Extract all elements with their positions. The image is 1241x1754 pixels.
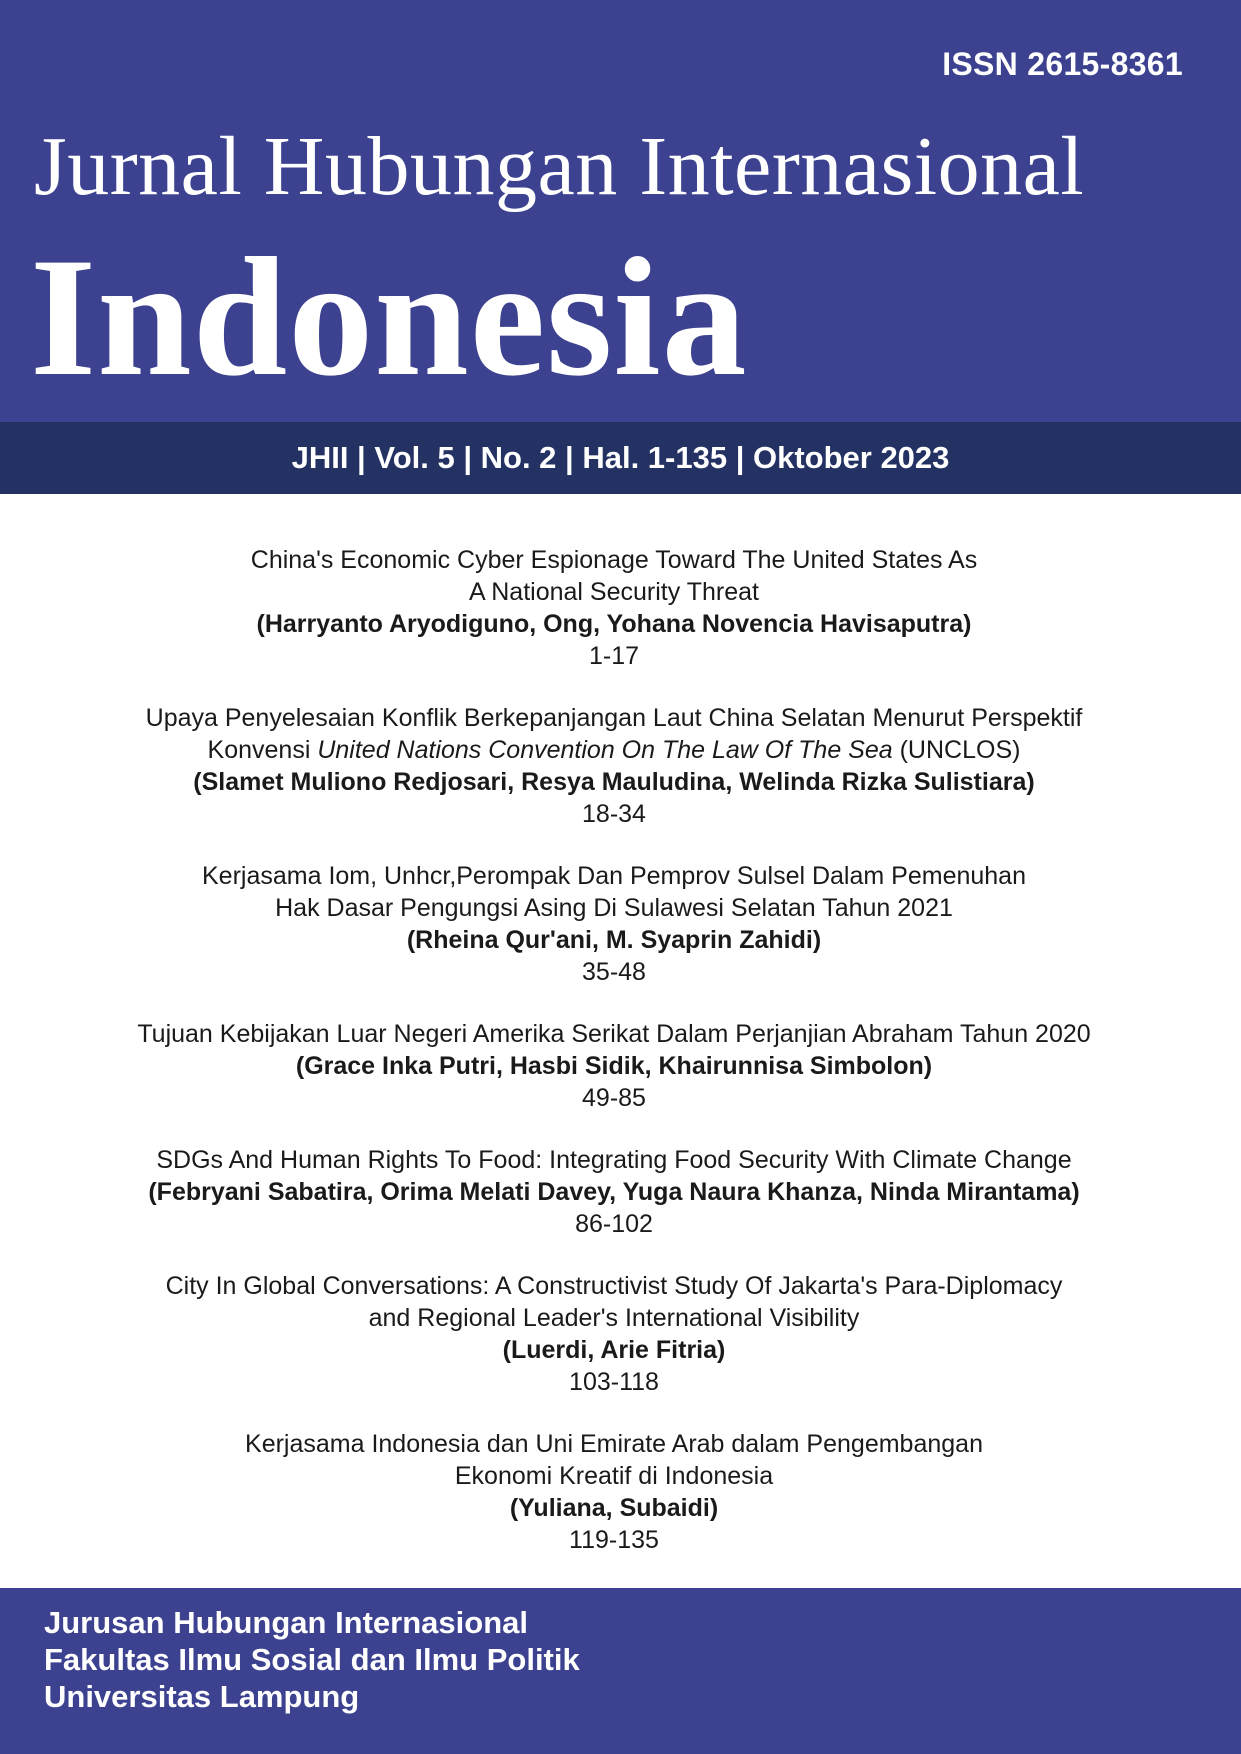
article-title-line: and Regional Leader's International Visibility — [368, 1304, 860, 1332]
article-authors: (Harryanto Aryodiguno, Ong, Yohana Novencia Havisaputra) — [256, 610, 972, 638]
article-title-line: Kerjasama Iom, Unhcr,Perompak Dan Pemprov Sulsel Dalam Pemenuhan — [202, 862, 1026, 890]
toc-entry — [0, 1144, 1228, 1240]
article-authors: (Febryani Sabatira, Orima Melati Davey, Yuga Naura Khanza, Ninda Mirantama) — [148, 1178, 1080, 1206]
article-authors: (Luerdi, Arie Fitria) — [502, 1336, 726, 1364]
article-authors: (Slamet Muliono Redjosari, Resya Mauludina, Welinda Rizka Sulistiara) — [193, 768, 1035, 796]
article-authors: (Grace Inka Putri, Hasbi Sidik, Khairunnisa Simbolon) — [295, 1052, 933, 1080]
article-title-line — [0, 734, 1228, 766]
article-title-line: Hak Dasar Pengungsi Asing Di Sulawesi Selatan Tahun 2021 — [275, 894, 953, 922]
table-of-contents — [0, 544, 1228, 1586]
toc-entry — [0, 1018, 1228, 1114]
article-title-line: Ekonomi Kreatif di Indonesia — [454, 1462, 774, 1490]
article-pages: 1-17 — [588, 642, 640, 670]
article-title-suffix: (UNCLOS) — [892, 736, 1021, 764]
toc-entry — [0, 544, 1228, 672]
journal-title-main: Indonesia — [30, 223, 748, 411]
journal-title-top: Jurnal Hubungan Internasional — [34, 120, 1085, 213]
department-name: Jurusan Hubungan Internasional — [44, 1605, 528, 1640]
toc-entry — [0, 1428, 1228, 1556]
article-pages: 18-34 — [582, 800, 646, 828]
article-title-line: Upaya Penyelesaian Konflik Berkepanjangan Laut China Selatan Menurut Perspektif — [145, 704, 1083, 732]
article-title-line: City In Global Conversations: A Constructivist Study Of Jakarta's Para-Diplomacy — [165, 1272, 1063, 1300]
article-pages: 119-135 — [569, 1526, 659, 1554]
toc-entry — [0, 860, 1228, 988]
article-pages: 35-48 — [582, 958, 646, 986]
article-title-line: SDGs And Human Rights To Food: Integrating Food Security With Climate Change — [156, 1146, 1072, 1174]
toc-entry — [0, 1270, 1228, 1398]
toc-entry — [0, 702, 1228, 830]
article-title-line: Kerjasama Indonesia dan Uni Emirate Arab dalam Pengembangan — [245, 1430, 983, 1458]
article-title-line: A National Security Threat — [469, 578, 759, 606]
article-pages: 49-85 — [582, 1084, 646, 1112]
article-title-line: China's Economic Cyber Espionage Toward The United States As — [250, 546, 978, 574]
article-authors: (Rheina Qur'ani, M. Syaprin Zahidi) — [406, 926, 822, 954]
article-pages: 103-118 — [569, 1368, 659, 1396]
article-authors: (Yuliana, Subaidi) — [509, 1494, 719, 1522]
publisher-footer — [0, 1588, 1241, 1754]
issue-info-bar: JHII | Vol. 5 | No. 2 | Hal. 1-135 | Oktober 2023 — [0, 422, 1241, 494]
cover-header — [0, 0, 1241, 422]
article-title-line: Tujuan Kebijakan Luar Negeri Amerika Serikat Dalam Perjanjian Abraham Tahun 2020 — [137, 1020, 1091, 1048]
article-title-italic: United Nations Convention On The Law Of The Sea — [317, 736, 893, 764]
article-pages: 86-102 — [575, 1210, 653, 1238]
article-title-prefix: Konvensi — [207, 736, 318, 764]
publisher-info — [44, 1604, 580, 1715]
faculty-name: Fakultas Ilmu Sosial dan Ilmu Politik — [44, 1642, 580, 1677]
issn-number: ISSN 2615-8361 — [942, 46, 1183, 82]
university-name: Universitas Lampung — [44, 1679, 360, 1714]
